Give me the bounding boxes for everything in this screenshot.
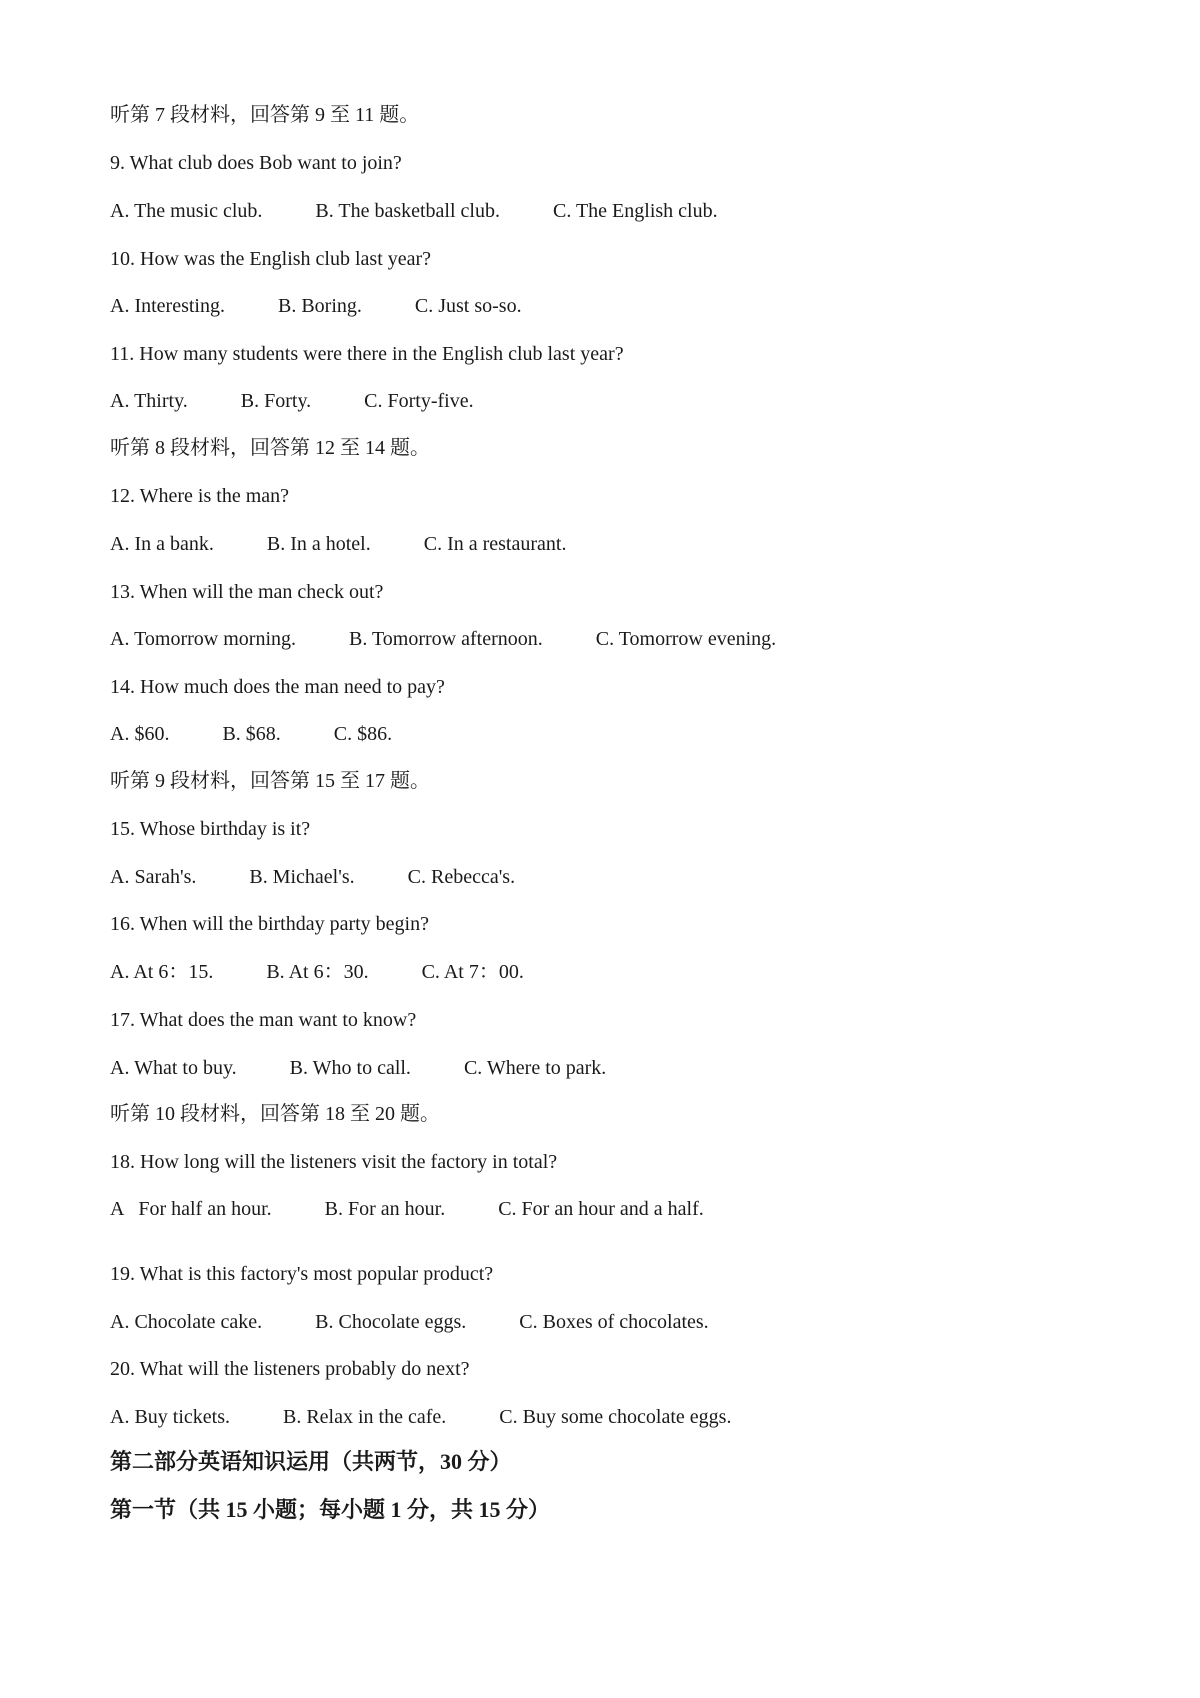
options-row [110,722,392,746]
option-a: A. Interesting. [110,295,225,317]
option-b: B. Chocolate eggs. [315,1311,467,1333]
option-b: B. Who to call. [289,1057,411,1079]
option-a: A. What to buy. [110,1057,237,1079]
option-b: B. $68. [222,723,281,745]
option-b: B. For an hour. [324,1198,446,1220]
option-a: A. At 6：15. [110,961,214,983]
question-text: 11. How many students were there in the English club last year? [110,343,624,365]
section-intro: 听第 10 段材料，回答第 18 至 20 题。 [110,1103,440,1125]
options-row [110,532,566,556]
option-b: B. Relax in the cafe. [283,1406,447,1428]
option-c: C. $86. [333,723,393,745]
options-row [110,865,515,889]
question-text: 14. How much does the man need to pay? [110,676,445,698]
option-b: B. At 6：30. [266,961,369,983]
question-text: 12. Where is the man? [110,485,290,507]
part-heading: 第二部分英语知识运用（共两节，30 分） [110,1449,512,1474]
option-a: A. Buy tickets. [110,1406,230,1428]
section-intro: 听第 9 段材料，回答第 15 至 17 题。 [110,770,430,792]
options-row [110,1310,709,1334]
options-row [110,960,524,984]
option-a: A. Chocolate cake. [110,1311,263,1333]
option-a: A. Thirty. [110,390,188,412]
option-c: C. The English club. [552,200,718,222]
section-intro: 听第 7 段材料，回答第 9 至 11 题。 [110,104,420,126]
option-c: C. Forty-five. [364,390,474,412]
question-text: 16. When will the birthday party begin? [110,913,429,935]
question-text: 10. How was the English club last year? [110,248,432,270]
option-c: C. For an hour and a half. [498,1198,704,1220]
option-c: C. At 7：00. [421,961,524,983]
options-row [110,1405,731,1429]
options-row [110,199,718,223]
option-a: A. Tomorrow morning. [110,628,296,650]
option-a: A. In a bank. [110,533,214,555]
option-c: C. In a restaurant. [423,533,567,555]
option-a: A. $60. [110,723,170,745]
options-row [110,1056,606,1080]
question-text: 13. When will the man check out? [110,581,384,603]
question-text: 20. What will the listeners probably do next? [110,1358,470,1380]
options-row [110,627,776,651]
option-a: A. Sarah's. [110,866,197,888]
option-a: A. The music club. [110,200,263,222]
section-intro: 听第 8 段材料，回答第 12 至 14 题。 [110,437,430,459]
option-c: C. Boxes of chocolates. [519,1311,709,1333]
option-b: B. Michael's. [249,866,355,888]
option-b: B. The basketball club. [315,200,500,222]
option-c: C. Just so-so. [414,295,522,317]
question-text: 17. What does the man want to know? [110,1009,417,1031]
option-b: B. Boring. [277,295,362,317]
question-text: 18. How long will the listeners visit the factory in total? [110,1151,558,1173]
option-b: B. Tomorrow afternoon. [349,628,543,650]
options-row [110,1197,704,1221]
question-text: 9. What club does Bob want to join? [110,152,402,174]
question-text: 15. Whose birthday is it? [110,818,311,840]
options-row [110,389,474,413]
option-b: B. Forty. [240,390,312,412]
option-b: B. In a hotel. [266,533,371,555]
option-c: C. Tomorrow evening. [595,628,777,650]
question-text: 19. What is this factory's most popular product? [110,1263,494,1285]
option-c: C. Where to park. [463,1057,607,1079]
option-a: A For half an hour. [110,1198,272,1220]
options-row [110,294,522,318]
option-c: C. Buy some chocolate eggs. [499,1406,732,1428]
option-c: C. Rebecca's. [407,866,516,888]
subsection-heading: 第一节（共 15 小题；每小题 1 分，共 15 分） [110,1497,551,1522]
